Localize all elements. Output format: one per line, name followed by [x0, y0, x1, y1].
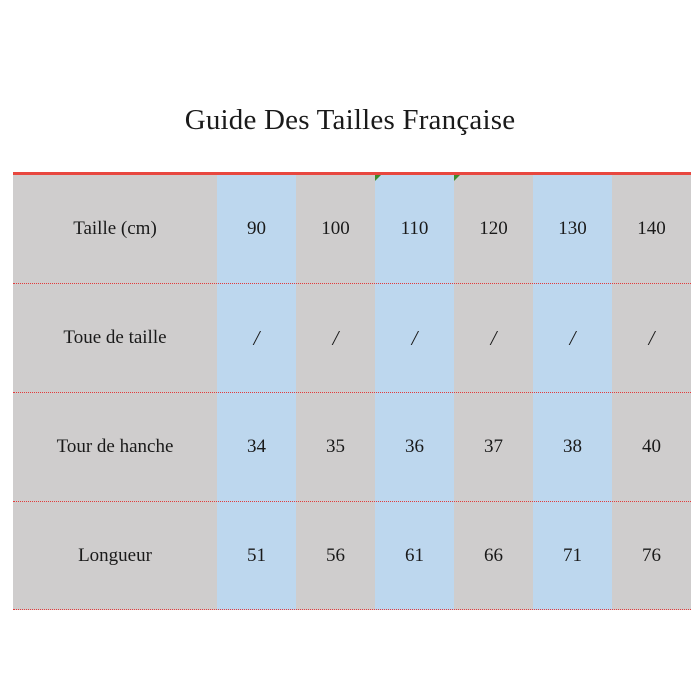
- row-label: Longueur: [78, 545, 152, 566]
- table-cell: 130: [558, 218, 587, 239]
- table-cell: 36: [405, 436, 424, 457]
- row-label: Tour de hanche: [56, 436, 174, 457]
- table-cell: 35: [326, 436, 345, 457]
- table-cell: /: [648, 325, 655, 350]
- table-cell: 61: [405, 545, 424, 566]
- size-chart-table: [13, 172, 691, 610]
- table-cell: 51: [247, 545, 266, 566]
- table-cell: /: [411, 325, 418, 350]
- table-row-waist: [13, 284, 691, 392]
- row-label: Taille (cm): [73, 218, 157, 239]
- table-cell: 110: [400, 218, 429, 239]
- table-cell: 76: [642, 545, 661, 566]
- table-cell: 90: [247, 218, 266, 239]
- row-divider: [13, 609, 691, 610]
- row-label: Toue de taille: [63, 327, 167, 348]
- table-cell: 38: [563, 436, 582, 457]
- table-cell: 37: [484, 436, 503, 457]
- table-cell: 40: [642, 436, 661, 457]
- table-cell: 34: [247, 436, 266, 457]
- table-cell: /: [490, 325, 497, 350]
- table-cell: 56: [326, 545, 345, 566]
- table-cell: /: [569, 325, 576, 350]
- table-cell: 140: [637, 218, 666, 239]
- table-cell: /: [332, 325, 339, 350]
- table-cell: 120: [479, 218, 508, 239]
- table-cell: 66: [484, 545, 503, 566]
- table-cell: /: [253, 325, 260, 350]
- page-title: Guide Des Tailles Française: [184, 104, 516, 136]
- table-row-hip: [13, 393, 691, 501]
- table-row-size: [13, 175, 691, 283]
- table-cell: 71: [563, 545, 582, 566]
- table-cell: 100: [321, 218, 350, 239]
- table-row-length: [13, 502, 691, 610]
